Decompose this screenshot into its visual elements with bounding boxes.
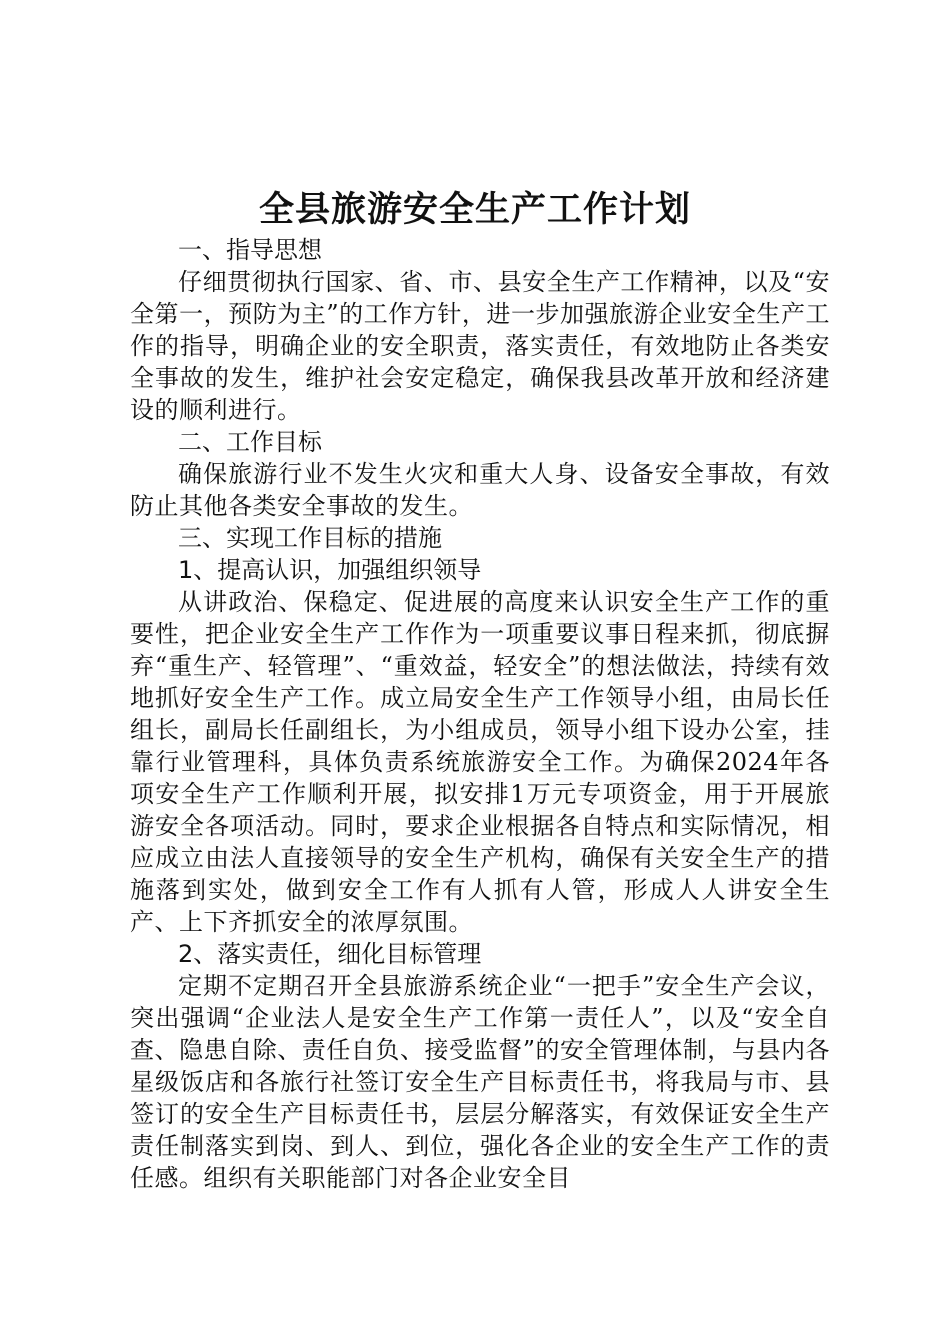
paragraph-guiding-ideology: 仔细贯彻执行国家、省、市、县安全生产工作精神，以及“安全第一，预防为主”的工作方针，进一步加强旅游企业安全生产工作的指导，明确企业的安全职责，落实责任，有效地防止各类安全事故的发生，维护社会安定稳定，确保我县改革开放和经济建设的顺利进行。: [130, 268, 830, 424]
paragraph-work-goals: 确保旅游行业不发生火灾和重大人身、设备安全事故，有效防止其他各类安全事故的发生。: [130, 460, 830, 520]
document-title: 全县旅游安全生产工作计划: [258, 190, 691, 230]
subheading-responsibility-management: 2、落实责任，细化目标管理: [178, 940, 482, 968]
section-heading-work-goals: 二、工作目标: [178, 428, 322, 456]
section-heading-guiding-ideology: 一、指导思想: [178, 236, 322, 264]
paragraph-responsibility-management: 定期不定期召开全县旅游系统企业“一把手”安全生产会议，突出强调“企业法人是安全生产工作第一责任人”，以及“安全自查、隐患自除、责任自负、接受监督”的安全管理体制，与县内各星级饭店和各旅行社签订安全生产目标责任书，将我局与市、县签订的安全生产目标责任书，层层分解落实，有效保证安全生产责任制落实到岗、到人、到位，强化各企业的安全生产工作的责任感。组织有关职能部门对各企业安全目: [130, 972, 830, 1192]
section-heading-measures: 三、实现工作目标的措施: [178, 524, 442, 552]
subheading-awareness-leadership: 1、提高认识，加强组织领导: [178, 556, 482, 584]
document-body: [130, 234, 830, 1194]
paragraph-awareness-leadership: 从讲政治、保稳定、促进展的高度来认识安全生产工作的重要性，把企业安全生产工作作为一项重要议事日程来抓，彻底摒弃“重生产、轻管理”、“重效益，轻安全”的想法做法，持续有效地抓好安全生产工作。成立局安全生产工作领导小组，由局长任组长，副局长任副组长，为小组成员，领导小组下设办公室，挂靠行业管理科，具体负责系统旅游安全工作。为确保2024年各项安全生产工作顺利开展，拟安排1万元专项资金，用于开展旅游安全各项活动。同时，要求企业根据各自特点和实际情况，相应成立由法人直接领导的安全生产机构，确保有关安全生产的措施落到实处，做到安全工作有人抓有人管，形成人人讲安全生产、上下齐抓安全的浓厚氛围。: [130, 588, 830, 936]
